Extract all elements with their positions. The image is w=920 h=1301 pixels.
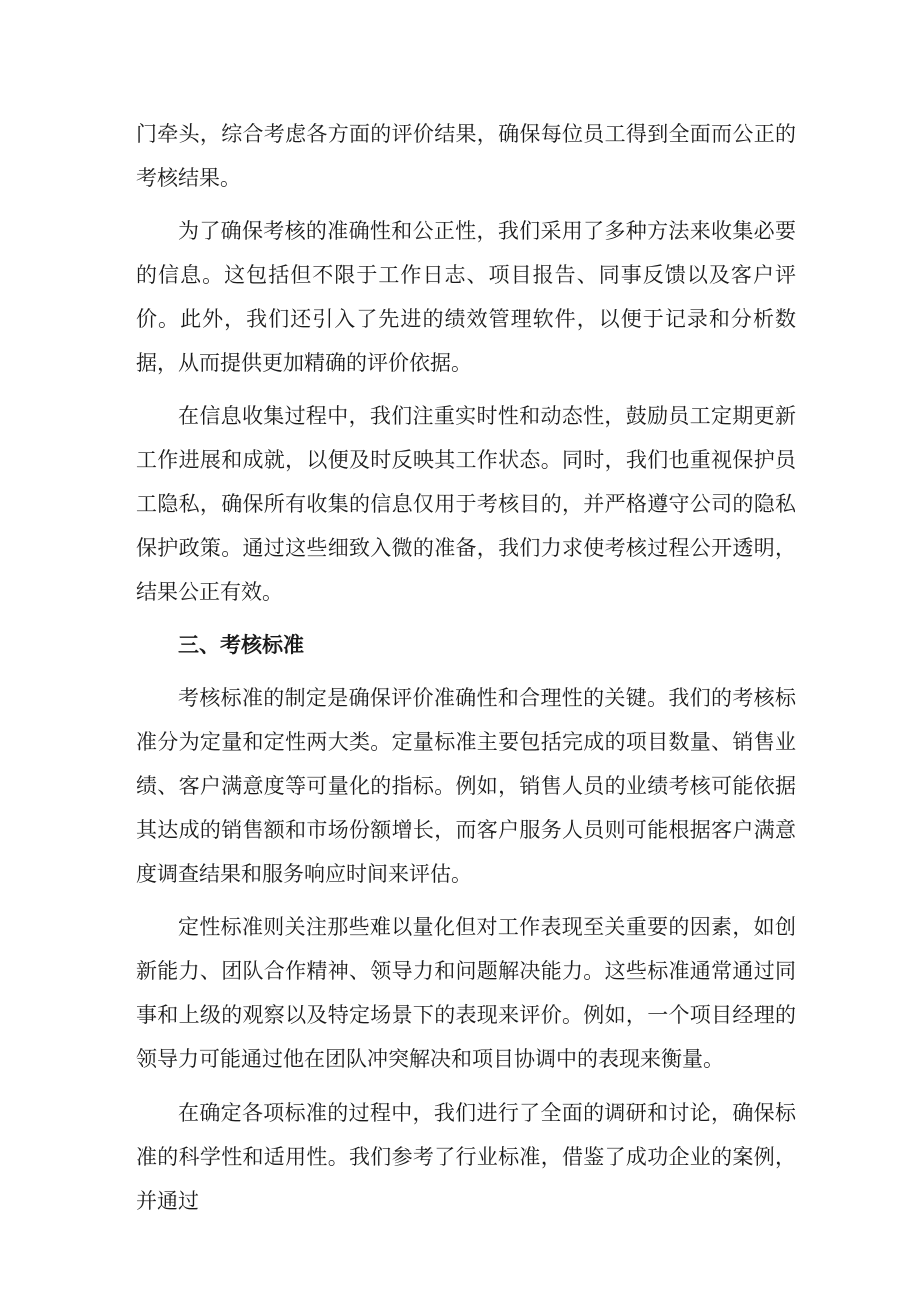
paragraph-standard-setting-process: 在确定各项标准的过程中，我们进行了全面的调研和讨论，确保标准的科学性和适用性。我们参考了行业标准，借鉴了成功企业的案例，并通过 [136, 1101, 796, 1213]
paragraph-quantitative-standards: 考核标准的制定是确保评价准确性和合理性的关键。我们的考核标准分为定量和定性两大类。定量标准主要包括完成的项目数量、销售业绩、客户满意度等可量化的指标。例如，销售人员的业绩考核可能依据其达成的销售额和市场份额增长，而客户服务人员则可能根据客户满意度调查结果和服务响应时间来评估。 [136, 686, 796, 886]
section-heading-assessment-standards: 三、考核标准 [178, 633, 304, 657]
paragraph-info-collection-methods: 为了确保考核的准确性和公正性，我们采用了多种方法来收集必要的信息。这包括但不限于工作日志、项目报告、同事反馈以及客户评价。此外，我们还引入了先进的绩效管理软件，以便于记录和分析数据，从而提供更加精确的评价依据。 [136, 219, 796, 375]
document-body [136, 112, 796, 1232]
paragraph-continuation: 门牵头，综合考虑各方面的评价结果，确保每位员工得到全面而公正的考核结果。 [136, 122, 796, 190]
paragraph-info-collection-process: 在信息收集过程中，我们注重实时性和动态性，鼓励员工定期更新工作进展和成就，以便及时反映其工作状态。同时，我们也重视保护员工隐私，确保所有收集的信息仅用于考核目的，并严格遵守公司的隐私保护政策。通过这些细致入微的准备，我们力求使考核过程公开透明，结果公正有效。 [136, 404, 796, 604]
paragraph-qualitative-standards: 定性标准则关注那些难以量化但对工作表现至关重要的因素，如创新能力、团队合作精神、领导力和问题解决能力。这些标准通常通过同事和上级的观察以及特定场景下的表现来评价。例如，一个项目经理的领导力可能通过他在团队冲突解决和项目协调中的表现来衡量。 [136, 915, 796, 1071]
